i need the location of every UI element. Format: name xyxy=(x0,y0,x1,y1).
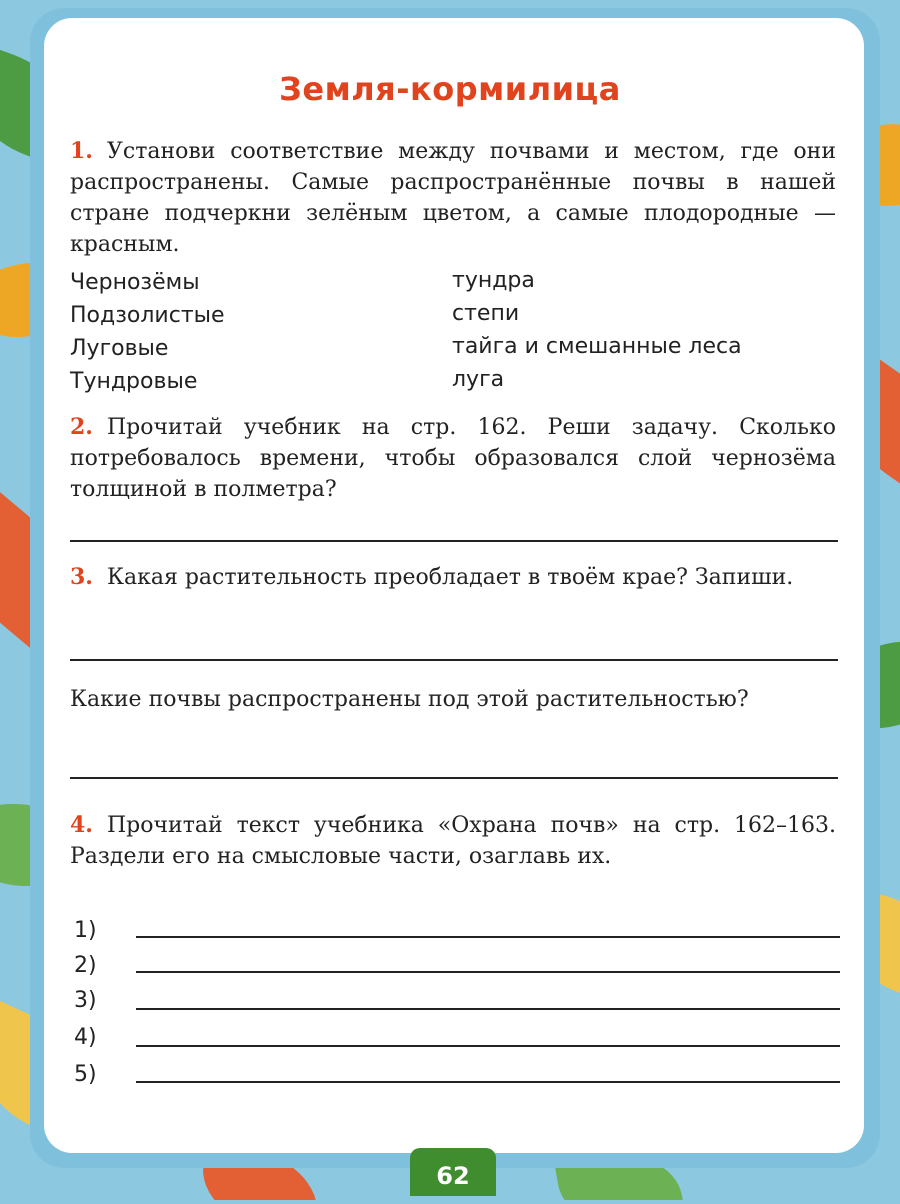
task-text: Установи соответствие между почвами и местом, где они распространены. Самые распространённые почвы в нашей стране подчеркни зелёным цветом, а самые плодородные — красным. xyxy=(70,139,836,257)
task-2 xyxy=(70,412,836,505)
task-number: 4. xyxy=(70,812,93,838)
task-text: Прочитай учебник на стр. 162. Реши задачу. Сколько потребовалось времени, чтобы образовался слой чернозёма толщиной в полметра? xyxy=(70,415,836,502)
soil-item: Чернозёмы xyxy=(70,270,200,295)
answer-line[interactable] xyxy=(136,1008,840,1010)
answer-line[interactable] xyxy=(70,777,838,779)
answer-line[interactable] xyxy=(70,659,838,661)
place-item: степи xyxy=(452,301,520,326)
page-number: 62 xyxy=(410,1148,496,1196)
line-label: 2) xyxy=(74,953,97,978)
place-item: тайга и смешанные леса xyxy=(452,334,742,359)
task-text: Прочитай текст учебника «Охрана почв» на стр. 162–163. Раздели его на смысловые части, озаглавь их. xyxy=(70,813,836,869)
answer-line[interactable] xyxy=(70,540,838,542)
place-item: тундра xyxy=(452,268,535,293)
task-4 xyxy=(70,810,836,872)
task-3 xyxy=(70,562,836,593)
answer-line[interactable] xyxy=(136,971,840,973)
answer-line[interactable] xyxy=(136,1081,840,1083)
line-label: 1) xyxy=(74,918,97,943)
task-number: 1. xyxy=(70,138,93,164)
soil-item: Подзолистые xyxy=(70,303,225,328)
page-title: Земля-кормилица xyxy=(279,70,621,108)
line-label: 5) xyxy=(74,1062,97,1087)
task-3-question: Какие почвы распространены под этой растительностью? xyxy=(70,687,749,712)
place-item: луга xyxy=(452,367,505,392)
answer-line[interactable] xyxy=(136,1045,840,1047)
answer-line[interactable] xyxy=(136,936,840,938)
task-1 xyxy=(70,136,836,260)
task-text: Какая растительность преобладает в твоём крае? Запиши. xyxy=(106,565,794,590)
task-number: 2. xyxy=(70,414,93,440)
soil-item: Тундровые xyxy=(70,369,198,394)
task-number: 3. xyxy=(70,564,93,590)
line-label: 4) xyxy=(74,1025,97,1050)
soil-item: Луговые xyxy=(70,336,169,361)
line-label: 3) xyxy=(74,988,97,1013)
